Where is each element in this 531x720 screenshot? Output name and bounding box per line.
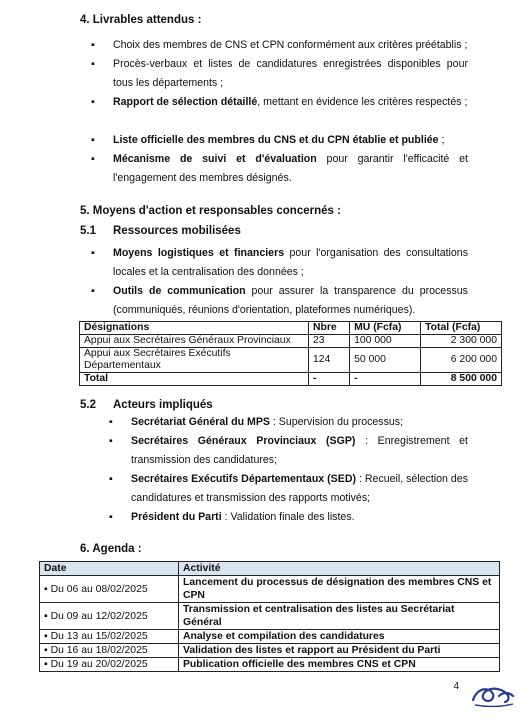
agenda-date — [40, 576, 179, 603]
bullet-icon: ▪ — [91, 247, 95, 259]
page-number: 4 — [453, 681, 459, 692]
agenda-header-date: Date — [40, 562, 179, 576]
bullet-icon: ▪ — [44, 583, 51, 595]
section-5-title: 5. Moyens d'action et responsables concernés : — [80, 205, 341, 217]
budget-total-count: - — [309, 373, 350, 386]
budget-header-total: Total (Fcfa) — [421, 322, 502, 335]
agenda-activity: Analyse et compilation des candidatures — [179, 630, 500, 644]
budget-total-row — [80, 373, 502, 386]
actor-bold-text: Secrétariat Général du MPS — [131, 416, 270, 428]
bullet-icon: ▪ — [44, 610, 51, 622]
budget-cell: 124 — [309, 348, 350, 373]
table-row — [40, 603, 500, 630]
budget-cell: Appui aux Secrétaires Exécutifs Départementaux — [80, 348, 309, 373]
budget-cell: 2 300 000 — [421, 335, 502, 348]
actor-bold-text: Secrétaires Généraux Provinciaux (SGP) — [131, 435, 356, 447]
resource-item — [91, 244, 468, 282]
table-row — [40, 658, 500, 672]
deliverable-item — [91, 36, 468, 55]
bullet-icon: ▪ — [44, 645, 51, 656]
resource-text: pour l'organisation des consultations locales et la centralisation des données ; — [113, 247, 468, 278]
budget-cell: 6 200 000 — [421, 348, 502, 373]
actor-item — [109, 508, 468, 527]
agenda-date — [40, 603, 179, 630]
budget-total-value: 8 500 000 — [421, 373, 502, 386]
agenda-header-activity: Activité — [179, 562, 500, 576]
agenda-activity: Transmission et centralisation des listes au Secrétariat Général — [179, 603, 500, 630]
subsection-5-1-title: Ressources mobilisées — [113, 225, 241, 237]
budget-cell: 23 — [309, 335, 350, 348]
bullet-icon: ▪ — [91, 153, 95, 165]
agenda-date-text: Du 13 au 15/02/2025 — [50, 631, 148, 642]
budget-table — [79, 321, 502, 386]
deliverable-text: ; — [438, 134, 445, 146]
bullet-icon: ▪ — [109, 435, 113, 447]
budget-header-count: Nbre — [309, 322, 350, 335]
actor-text: : Enregistrement et transmission des candidatures; — [131, 435, 468, 466]
actor-item — [109, 413, 468, 432]
agenda-date — [40, 630, 179, 644]
agenda-date-text: Du 09 au 12/02/2025 — [50, 610, 148, 622]
bullet-icon: ▪ — [91, 134, 95, 146]
bullet-icon: ▪ — [91, 58, 95, 70]
deliverable-bold-text: Rapport de sélection détaillé — [113, 96, 258, 108]
deliverable-text: pour garantir l'efficacité et l'engagement des membres désignés. — [113, 153, 468, 184]
agenda-activity: Lancement du processus de désignation des membres CNS et CPN — [179, 576, 500, 603]
budget-header-unit: MU (Fcfa) — [350, 322, 421, 335]
table-row — [40, 576, 500, 603]
bullet-icon: ▪ — [109, 416, 113, 428]
agenda-activity: Publication officielle des membres CNS et CPN — [179, 658, 500, 672]
actor-bold-text: Secrétaires Exécutifs Départementaux (SED) — [131, 473, 356, 485]
resource-bold-text: Moyens logistiques et financiers — [113, 247, 285, 259]
agenda-date — [40, 658, 179, 672]
bullet-icon: ▪ — [91, 285, 95, 297]
actor-bold-text: Président du Parti — [131, 511, 222, 523]
table-row — [80, 348, 502, 373]
actor-item — [109, 432, 468, 470]
deliverable-text: , mettant en évidence les critères respectés ; — [257, 96, 468, 108]
agenda-date-text: Du 16 au 18/02/2025 — [50, 645, 148, 656]
budget-total-label: Total — [80, 373, 309, 386]
resource-item — [91, 282, 468, 320]
actor-item — [109, 470, 468, 508]
bullet-icon: ▪ — [109, 473, 113, 485]
deliverable-item — [91, 93, 468, 112]
bullet-icon: ▪ — [109, 511, 113, 523]
section-4-title: 4. Livrables attendus : — [80, 14, 202, 26]
budget-cell: 50 000 — [350, 348, 421, 373]
actor-text: : Supervision du processus; — [269, 416, 404, 428]
budget-cell: 100 000 — [350, 335, 421, 348]
bullet-icon: ▪ — [44, 631, 51, 642]
agenda-date-text: Du 19 au 20/02/2025 — [50, 659, 148, 670]
deliverable-item — [91, 55, 468, 93]
agenda-header-row — [40, 562, 500, 576]
subsection-5-2-number: 5.2 — [80, 399, 96, 411]
subsection-5-2-title: Acteurs impliqués — [113, 399, 213, 411]
deliverable-item — [91, 150, 468, 188]
signature-icon — [469, 680, 517, 710]
deliverable-item — [91, 131, 468, 150]
budget-total-unit: - — [350, 373, 421, 386]
agenda-table — [39, 561, 500, 672]
bullet-icon: ▪ — [91, 96, 95, 108]
budget-header-row — [80, 322, 502, 335]
agenda-activity: Validation des listes et rapport au Président du Parti — [179, 644, 500, 658]
agenda-date-text: Du 06 au 08/02/2025 — [50, 583, 148, 595]
deliverable-text: Procès-verbaux et listes de candidatures enregistrées disponibles pour tous les départements ; — [113, 58, 468, 89]
bullet-icon: ▪ — [44, 659, 51, 670]
table-row — [40, 630, 500, 644]
resource-text: pour assurer la transparence du processus (communiqués, réunions d'orientation, plateformes numériques). — [113, 285, 468, 316]
actor-text: : Validation finale des listes. — [221, 511, 355, 523]
deliverable-bold-text: Liste officielle des membres du CNS et du CPN établie et publiée — [113, 134, 439, 146]
resource-bold-text: Outils de communication — [113, 285, 246, 297]
table-row — [40, 644, 500, 658]
deliverable-text: Choix des membres de CNS et CPN conformément aux critères préétablis ; — [113, 39, 468, 51]
agenda-date — [40, 644, 179, 658]
section-6-title: 6. Agenda : — [80, 543, 142, 555]
budget-header-designations: Désignations — [80, 322, 309, 335]
deliverable-bold-text: Mécanisme de suivi et d'évaluation — [113, 153, 317, 165]
table-row — [80, 335, 502, 348]
actor-text: : Recueil, sélection des candidatures et transmission des rapports motivés; — [131, 473, 468, 504]
subsection-5-1-number: 5.1 — [80, 225, 96, 237]
bullet-icon: ▪ — [91, 39, 95, 51]
budget-cell: Appui aux Secrétaires Généraux Provinciaux — [80, 335, 309, 348]
